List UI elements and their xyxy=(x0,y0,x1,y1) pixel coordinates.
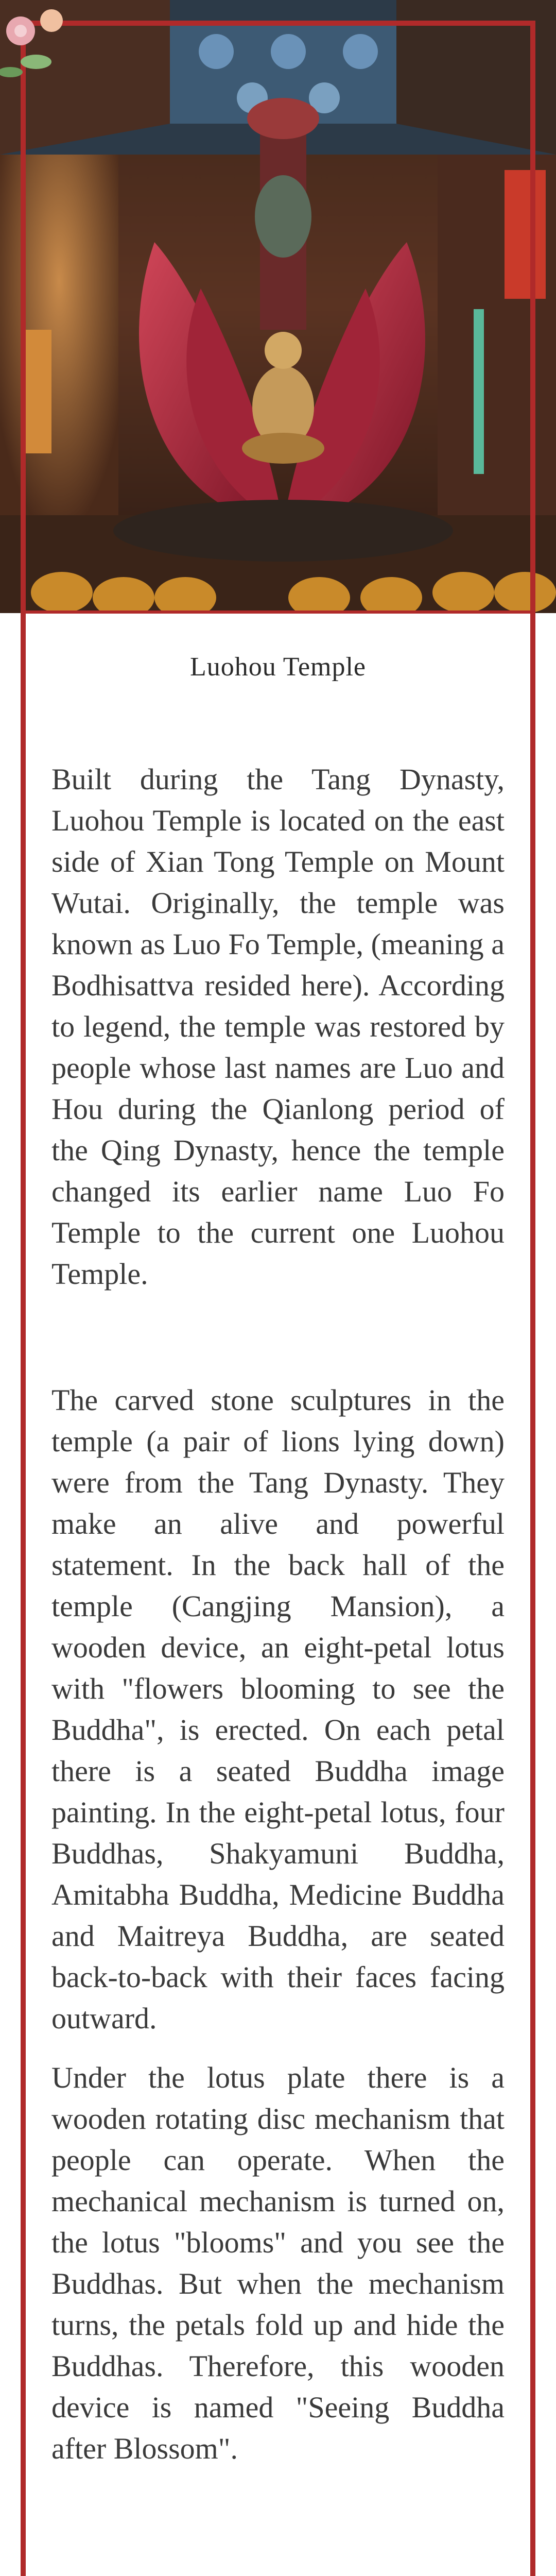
image-divider xyxy=(21,611,535,614)
floral-corner-top-left xyxy=(0,0,82,103)
paragraph-lotus: The carved stone sculptures in the temple (a pair of lions lying down) were from the Tang Dynasty. They make an alive and powerful statement. In the back hall of the temple (Cangjing Mansion), a wooden device, an eight-petal lotus with "flowers blooming to see the Buddha", is erected. On each petal there is a seated Buddha image painting. In the eight-petal lotus, four Buddhas, Shakyamuni Buddha, Amitabha Buddha, Medicine Buddha and Maitreya Buddha, are seated back-to-back with their faces facing outward. xyxy=(51,1383,505,2035)
page-title: Luohou Temple xyxy=(189,652,366,682)
paragraph-history: Built during the Tang Dynasty, Luohou Temple is located on the east side of Xian Tong Temple on Mount Wutai. Originally, the temple was known as Luo Fo Temple, (meaning a Bodhisattva resided here). According to legend, the temple was restored by people whose last names are Luo and Hou during the Qianlong period of the Qing Dynasty, hence the temple changed its earlier name Luo Fo Temple to the current one Luohou Temple. xyxy=(51,762,505,1291)
paragraph-mechanism: Under the lotus plate there is a wooden rotating disc mechanism that people can operate. When the mechanical mechanism is turned on, the lotus "blooms" and you see the Buddhas. But when the mechanism turns, the petals fold up and hide the Buddhas. Therefore, this wooden device is named "Seeing Buddha after Blossom". xyxy=(51,2061,505,2465)
